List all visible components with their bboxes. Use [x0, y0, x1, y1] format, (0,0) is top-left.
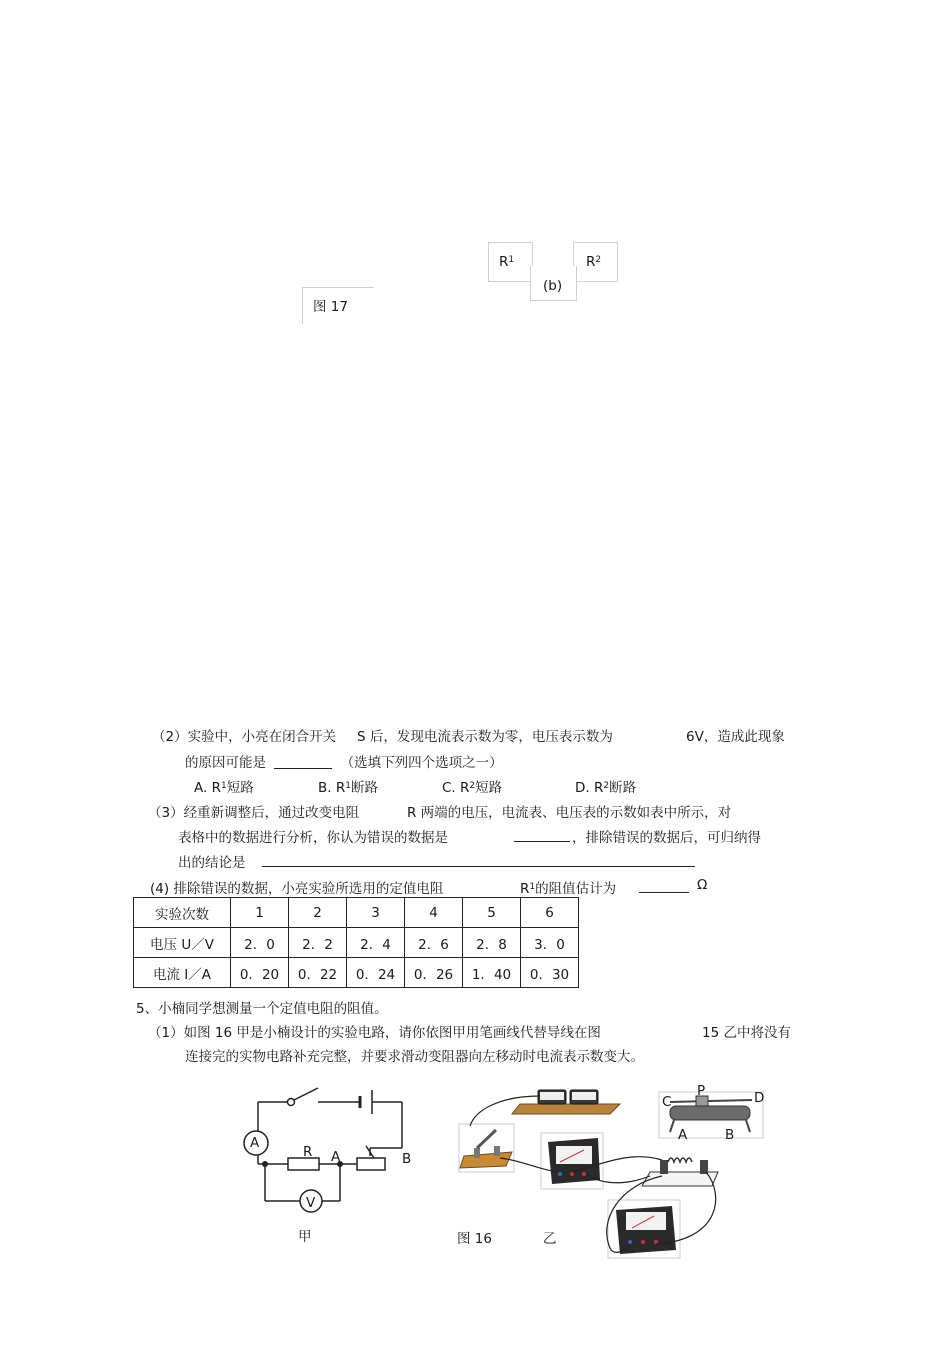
- table-cell: 0．26: [405, 958, 463, 988]
- node-a-label: A: [331, 1149, 341, 1165]
- fig17-r1-label: $R^1$: [499, 254, 515, 270]
- q3-line1-a: （3）经重新调整后，通过改变电阻: [148, 805, 360, 821]
- rheostat-p-label: P: [697, 1083, 706, 1099]
- rheostat-d-label: D: [754, 1090, 765, 1106]
- voltmeter-label: V: [306, 1195, 316, 1211]
- q3-line2-a: 表格中的数据进行分析，你认为错误的数据是: [178, 830, 448, 846]
- table-cell: 0．30: [521, 958, 579, 988]
- battery-box-illustration: [512, 1090, 620, 1114]
- table-cell: 2．8: [463, 928, 521, 958]
- node-b-label: B: [402, 1151, 412, 1167]
- table-cell: 2．6: [405, 928, 463, 958]
- ammeter-label: A: [250, 1135, 260, 1151]
- q4-unit: Ω: [697, 877, 708, 893]
- table-cell: 5: [463, 898, 521, 928]
- q2-option-d: D. $R^2$断路: [575, 780, 637, 796]
- fig16-caption: 图 16: [457, 1231, 492, 1247]
- table-cell: 0．24: [347, 958, 405, 988]
- table-cell: 2．4: [347, 928, 405, 958]
- table-cell: 实验次数: [134, 898, 231, 928]
- table-cell: 2: [289, 898, 347, 928]
- fig16-caption-jia: 甲: [298, 1229, 312, 1245]
- fig17-caption: 图 17: [313, 299, 348, 315]
- fig17-r2-label: $R^2$: [586, 254, 602, 270]
- table-cell: 1: [231, 898, 289, 928]
- rheostat-a-label: A: [678, 1127, 688, 1143]
- table-cell: 0．20: [231, 958, 289, 988]
- table-cell: 3: [347, 898, 405, 928]
- table-cell: 4: [405, 898, 463, 928]
- q3-line2-b: ，排除错误的数据后，可归纳得: [572, 830, 761, 846]
- q2-option-b: B. $R^1$断路: [318, 780, 378, 796]
- rheostat-c-label: C: [662, 1094, 672, 1110]
- rheostat-b-label: B: [725, 1127, 735, 1143]
- q2-option-c: C. $R^2$短路: [442, 780, 503, 796]
- fig16-caption-yi: 乙: [543, 1231, 557, 1247]
- table-cell: 6: [521, 898, 579, 928]
- q2-line2: 的原因可能是 （选填下列四个选项之一）: [185, 755, 503, 771]
- q2-line1-s: S 后，发现电流表示数为零，电压表示数为: [357, 729, 613, 745]
- table-cell: 电流 I／A: [134, 958, 231, 988]
- table-cell: 电压 U／V: [134, 928, 231, 958]
- table-cell: 2．0: [231, 928, 289, 958]
- table-cell: 0．22: [289, 958, 347, 988]
- q2-option-a: A. $R^1$短路: [194, 780, 254, 796]
- voltmeter-illustration: [541, 1133, 603, 1189]
- q5-line1-a: （1）如图 16 甲是小楠设计的实验电路，请你依图甲用笔画线代替导线在图: [148, 1025, 601, 1041]
- knife-switch-illustration: [459, 1124, 514, 1172]
- q5-line1-b: 15 乙中将没有: [702, 1025, 791, 1041]
- ammeter-illustration: [608, 1200, 680, 1258]
- resistor-label: R: [303, 1144, 313, 1160]
- q4-text-b: $R^1$的阻值估计为: [520, 881, 617, 897]
- q5-title: 5、小楠同学想测量一个定值电阻的阻值。: [136, 1001, 388, 1017]
- q2-line1-v: 6V，造成此现象: [686, 729, 785, 745]
- q3-line1-b: R 两端的电压，电流表、电压表的示数如表中所示，对: [407, 805, 732, 821]
- q2-line1-a: （2）实验中，小亮在闭合开关: [152, 729, 337, 745]
- q3-line3: 出的结论是: [178, 855, 246, 871]
- table-cell: 3．0: [521, 928, 579, 958]
- fig17-b-label: (b): [543, 278, 563, 294]
- q4-text-a: (4) 排除错误的数据，小亮实验所选用的定值电阻: [150, 881, 444, 897]
- table-cell: 2．2: [289, 928, 347, 958]
- q5-line2: 连接完的实物电路补充完整，并要求滑动变阻器向左移动时电流表示数变大。: [185, 1049, 644, 1065]
- rheostat-illustration: [659, 1092, 763, 1138]
- table-cell: 1．40: [463, 958, 521, 988]
